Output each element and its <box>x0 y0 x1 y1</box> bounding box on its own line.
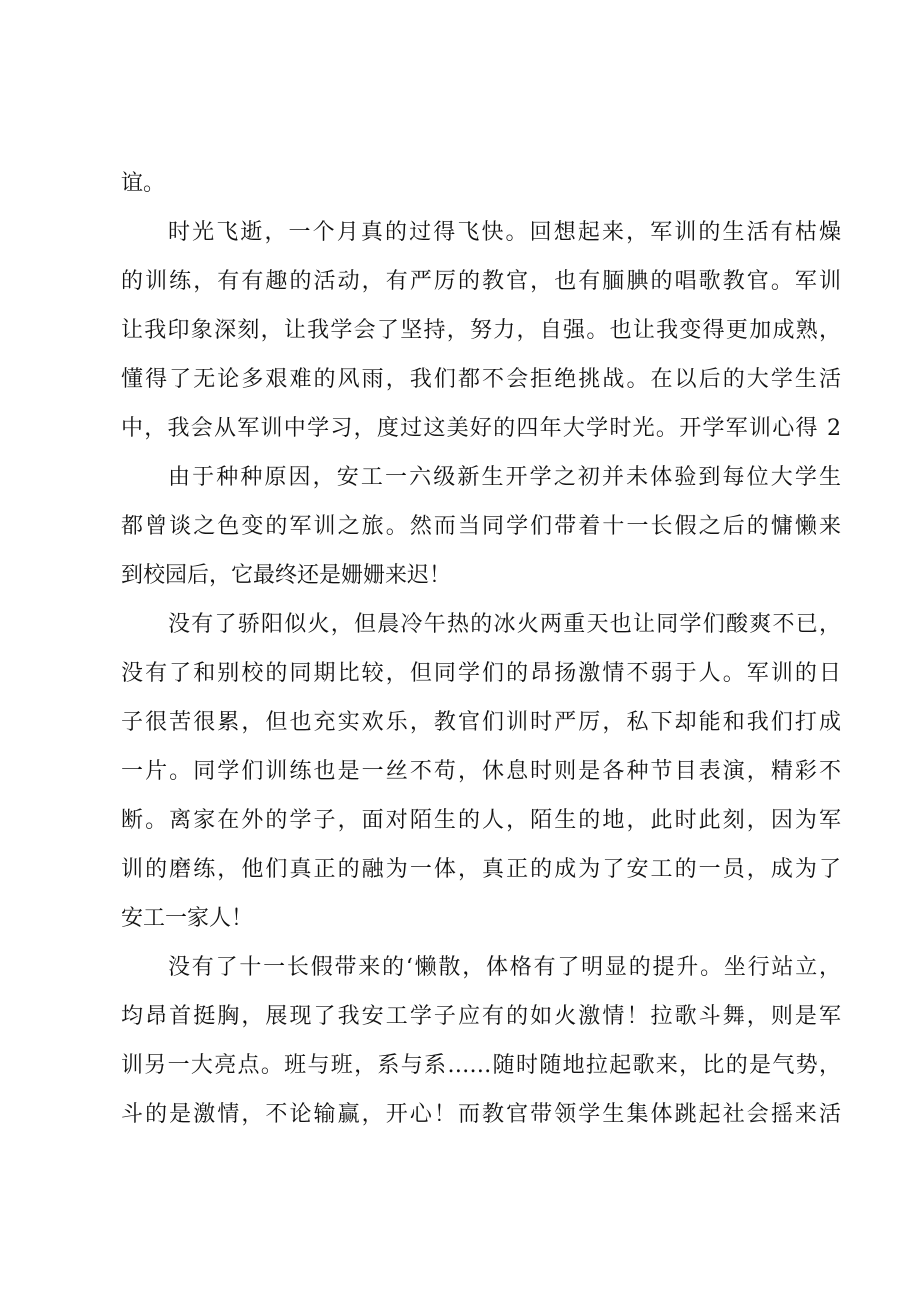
text-line: 断。离家在外的学子，面对陌生的人，陌生的地，此时此刻，因为军 <box>121 808 841 833</box>
text-line: 中，我会从军训中学习，度过这美好的四年大学时光。开学军训心得 2 <box>121 416 841 441</box>
paragraph-first-line: 没有了骄阳似火，但晨冷午热的冰火两重天也让同学们酸爽不已， <box>168 612 841 637</box>
text-line: 一片。同学们训练也是一丝不苟，休息时则是各种节目表演，精彩不 <box>121 759 841 784</box>
text-line: 均昂首挺胸，展现了我安工学子应有的如火激情！拉歌斗舞，则是军 <box>121 1004 841 1029</box>
text-line: 子很苦很累，但也充实欢乐，教官们训时严厉，私下却能和我们打成 <box>121 710 841 735</box>
text-line: 没有了和别校的同期比较，但同学们的昂扬激情不弱于人。军训的日 <box>121 661 841 686</box>
paragraph-first-line: 时光飞逝，一个月真的过得飞快。回想起来，军训的生活有枯燥 <box>168 220 841 245</box>
text-line: 都曾谈之色变的军训之旅。然而当同学们带着十一长假之后的慵懒来 <box>121 514 841 539</box>
text-line: 的训练，有有趣的活动，有严厉的教官，也有腼腆的唱歌教官。军训 <box>121 269 841 294</box>
text-line: 懂得了无论多艰难的风雨，我们都不会拒绝挑战。在以后的大学生活 <box>121 367 841 392</box>
text-line: 斗的是激情，不论输赢，开心！而教官带领学生集体跳起社会摇来活 <box>121 1102 841 1127</box>
text-line: 训另一大亮点。班与班，系与系……随时随地拉起歌来，比的是气势， <box>121 1053 841 1078</box>
paragraph-first-line: 没有了十一长假带来的‘懒散，体格有了明显的提升。坐行站立， <box>168 955 841 980</box>
text-line: 谊。 <box>121 171 166 196</box>
text-line: 安工一家人！ <box>121 906 254 931</box>
paragraph-first-line: 由于种种原因，安工一六级新生开学之初并未体验到每位大学生 <box>168 465 841 490</box>
text-line: 训的磨练，他们真正的融为一体，真正的成为了安工的一员，成为了 <box>121 857 841 882</box>
text-line: 到校园后，它最终还是姗姗来迟！ <box>121 563 452 588</box>
text-line: 让我印象深刻，让我学会了坚持，努力，自强。也让我变得更加成熟， <box>121 318 841 343</box>
